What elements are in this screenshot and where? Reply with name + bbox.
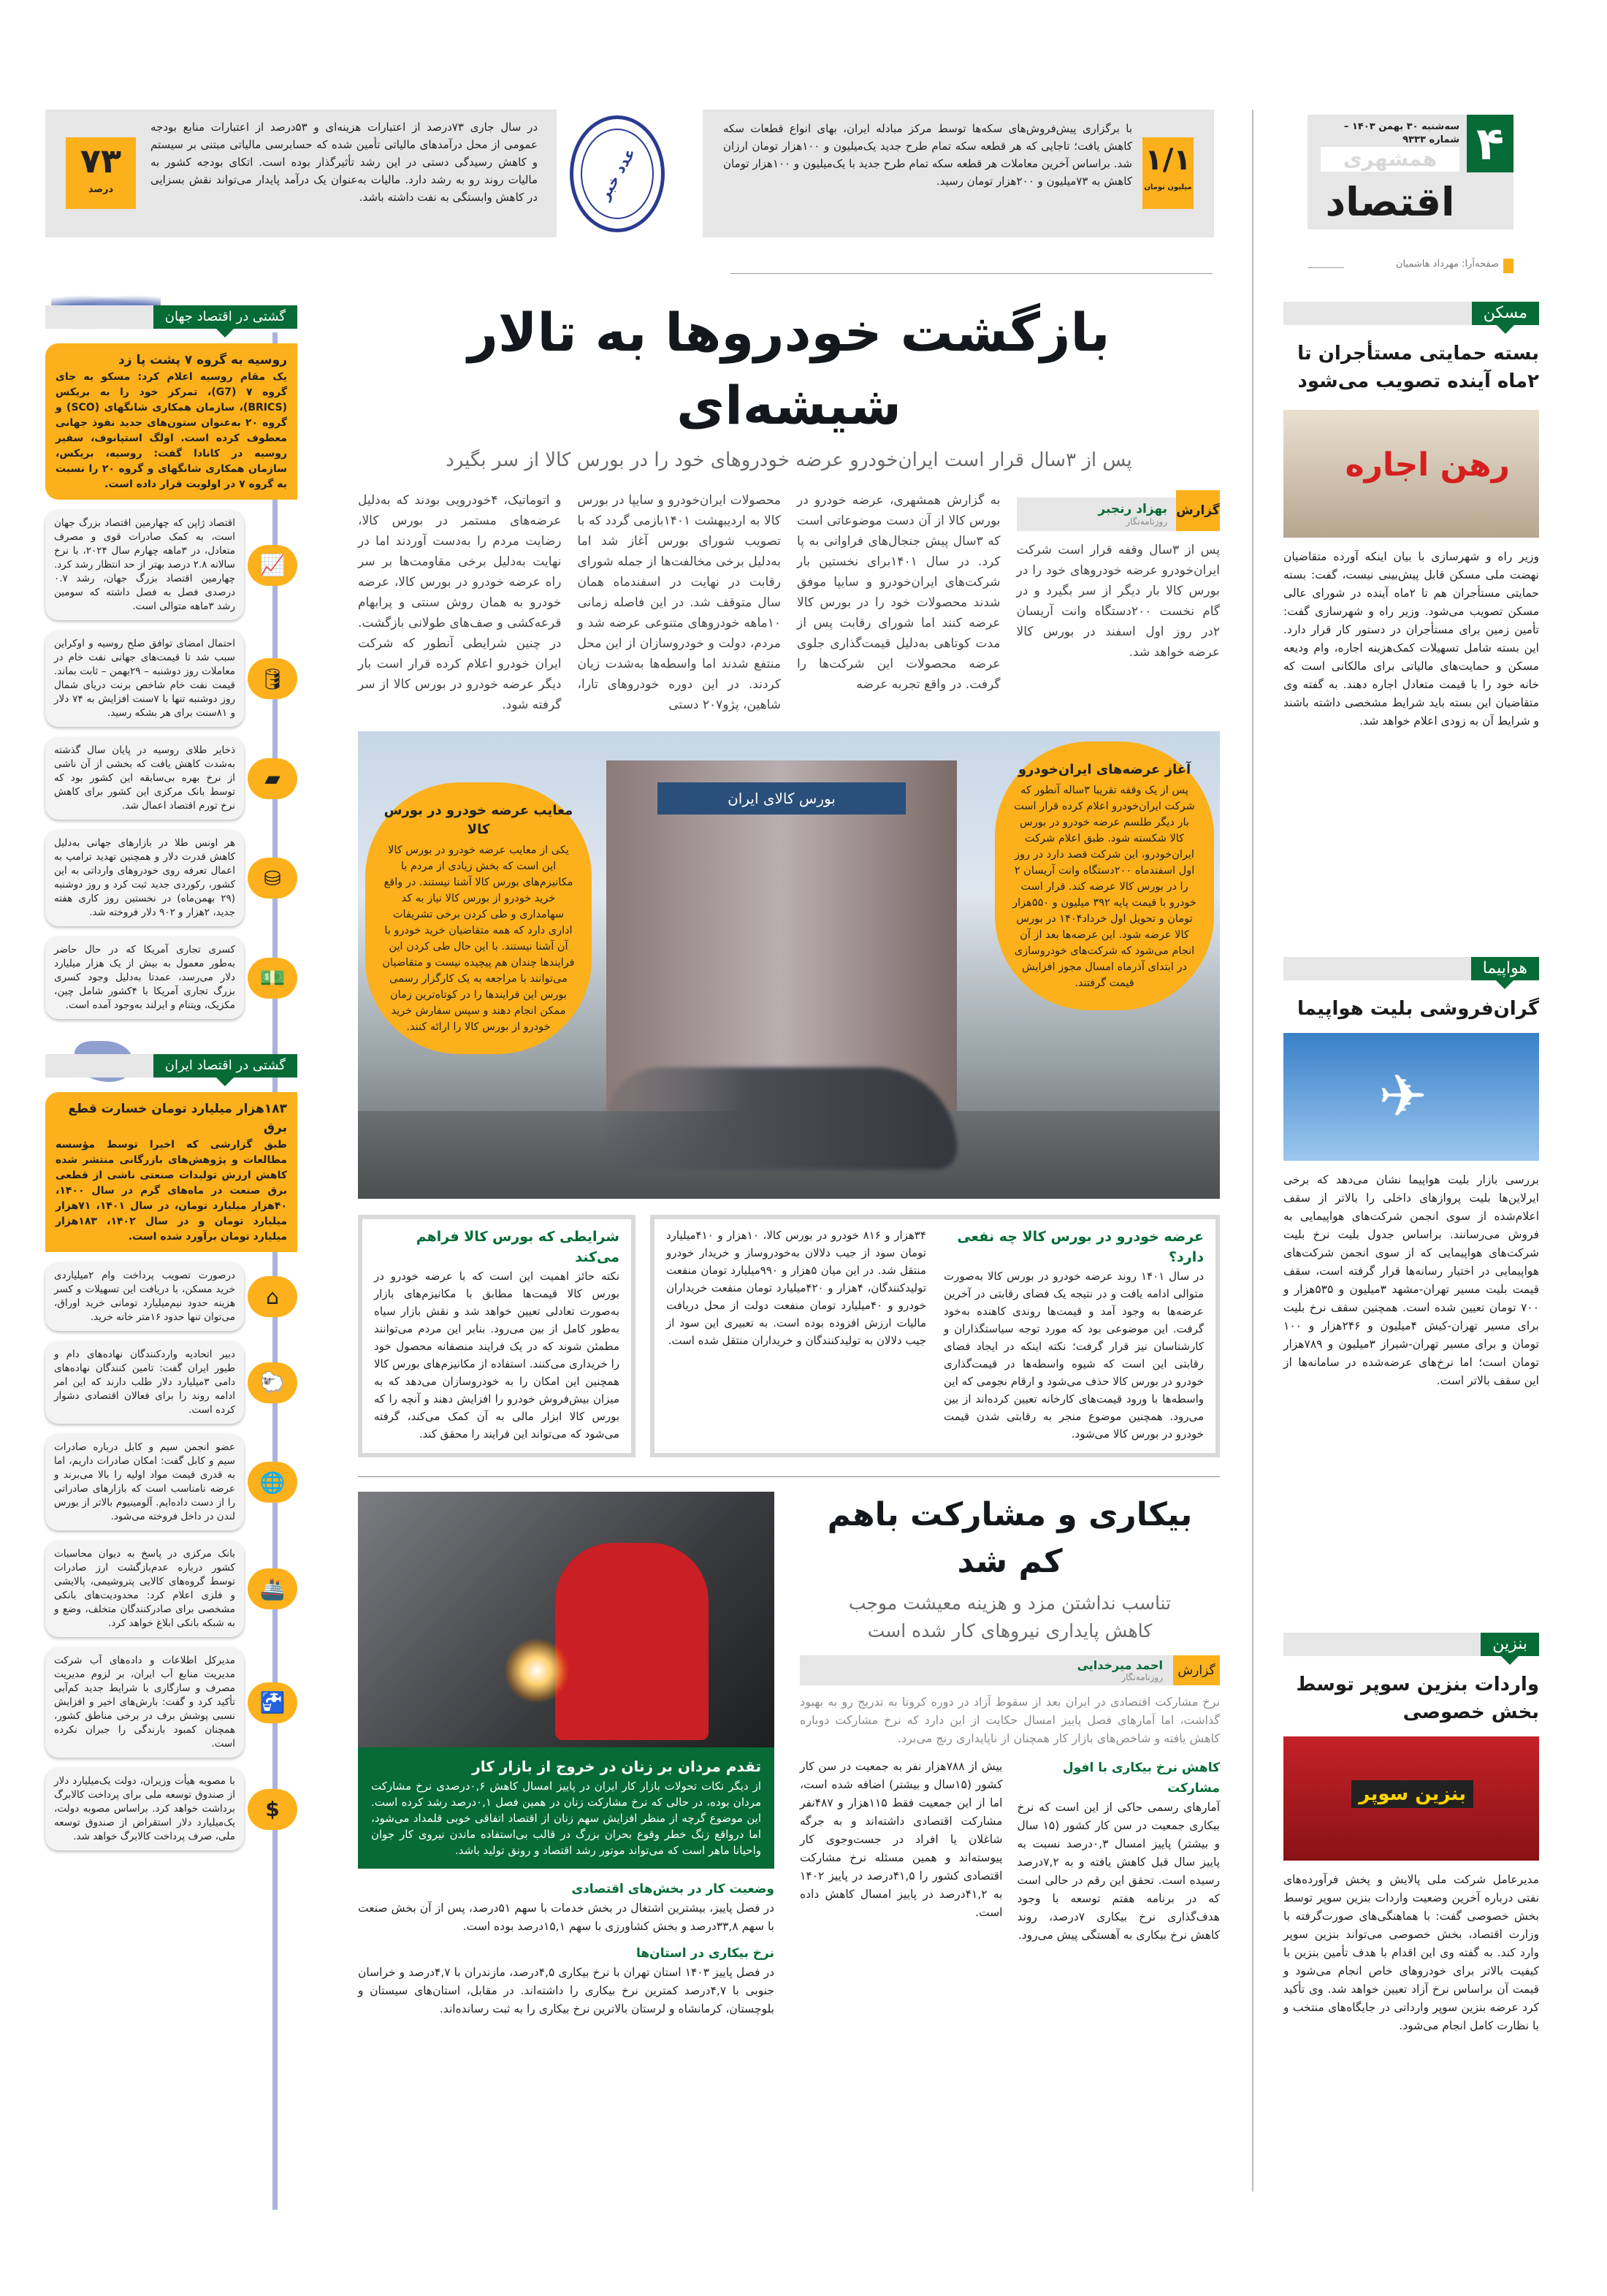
number-unit: درصد — [88, 184, 114, 195]
stamp-label: عدد خبر — [595, 145, 639, 203]
credit-text: صفحه‌آرا: مهرداد هاشمیان — [1395, 259, 1499, 270]
byline-box — [1017, 497, 1177, 531]
author-name: بهزاد رنجبر — [1098, 502, 1167, 516]
number-item-tax — [45, 110, 557, 237]
section-text: آمارهای رسمی حاکی از این است که نرخ بیکاری جمعیت در سن کار کشور (۱۵ سال و بیشتر) پاییز امسال ۰,۳درصد نسبت به پاییز سال قبل کاهش یافته و به ۷,۲درصد رسیده است. تحقق این رقم در حالی است که در برنامه هفتم توسعه با وجود هدف‌گذاری نرخ بیکاری ۷درصد، روند کاهش نرخ بیکاری به آهستگی پیش می‌رود. — [1017, 1801, 1220, 1942]
number-item-coin — [703, 110, 1214, 237]
side-text: وزیر راه و شهرسازی با بیان اینکه آورده متقاضیان نهضت ملی مسکن قابل پیش‌بینی نیست، گفت: بسته حمایتی مستأجران هم تا ۲ماه آینده در شورای عالی مسکن تصویب می‌شود. وزیر راه و شهرسازی گفت: تأمین زمین برای مستأجران در دستور کار قرار دارد. این بسته شامل تسهیلات کمک‌هزینه اجاره، وام ودیعه مسکن و حمایت‌های مالیاتی برای مالکانی است که خانه خود را با قیمت متعادل اجاره دهند. به گفته وی متقاضیان این بسته باید شرایط مشخصی داشته باشند و شرایط آن به زودی اعلام خواهد شد. — [1283, 550, 1540, 728]
news-row — [45, 1341, 297, 1424]
news-item: کسری تجاری آمریکا که در حال حاضر به‌طور معمول به بیش از یک هزار میلیارد دلار می‌رسد، عمدتا به‌دلیل وجود کسری بزرگ تجاری آمریکا با ۴کشور شامل چین، مکزیک، ویتنام و ایرلند به‌وجود آمده است. — [45, 937, 244, 1019]
news-item: مدیرکل اطلاعات و داده‌های آب شرکت مدیریت منابع آب ایران، بر لزوم مدیریت مصرف و سازگاری با شرایط جدید کم‌آبی تأکید کرد و گفت: بارش‌های اخیر و افزایش نسبی پوشش برف در برخی مناطق کشور، همچنان کمبود بارندگی را جبران نکرده است. — [45, 1647, 244, 1758]
number-badge — [1142, 137, 1194, 209]
side-tag: مسکن — [1472, 302, 1539, 325]
side-headline: گران‌فروشی بلیت هواپیما — [1297, 998, 1539, 1020]
side-photo — [1283, 1033, 1539, 1161]
coins-trend-icon: ⛁ — [248, 858, 297, 899]
issue-date: سه‌شنبه ۳۰ بهمن ۱۴۰۳ – شماره ۹۳۳۳ — [1343, 121, 1459, 145]
callout-title: آغاز عرضه‌های ایران‌خودرو — [1018, 762, 1191, 777]
section-tag: گشتی در اقتصاد جهان — [153, 305, 297, 329]
article-section — [1018, 1758, 1221, 1945]
side-story-airfare — [1283, 957, 1539, 1390]
number-text: با برگزاری پیش‌فروش‌های سکه‌ها توسط مرکز مبادله ایران، بهای انواع قطعات سکه کاهش یافت؛ تاجایی که هر قطعه سکه تمام طرح جدید یک‌میلیون و ۱۰۰هزار تومان ارزان شد. براساس آخرین معاملات هر قطعه سکه تمام طرح جدید با یک‌میلیون و ۱۰۰هزار تومان کاهش به ۷۳میلیون و ۲۰۰هزار تومان رسید. — [723, 122, 1132, 188]
credit-rule — [1308, 267, 1344, 268]
box-text: ۳۴هزار و ۸۱۶ خودرو در بورس کالا، ۱۰هزار و ۴۱۰میلیارد تومان سود از جیب دلالان به‌خودروساز و خریدار خودرو منتقل شد. در این میان ۵هزار و ۹۹۰میلیارد تومان منفعت تولیدکنندگان، ۴هزار و ۴۲۰میلیارد تومان منفعت خریداران خودرو و ۴۰میلیارد تومان منفعت دولت از محل دریافت مالیات ارزش افزوده بوده است. به تعبیری این سود از جیب دلالان به تولیدکنندگان و خریداران منتقل شده است. — [666, 1229, 926, 1347]
section-text: در فصل پاییز، بیشترین اشتغال در بخش خدمات با سهم ۵۱درصد، پس از آن بخش صنعت با سهم ۳۳,۸درصد و بخش کشاورزی با سهم ۱۵,۱درصد بوده است. — [358, 1902, 774, 1933]
iran-lead-box — [45, 1092, 297, 1252]
article-column: و اتوماتیک، ۴خودرویی بودند که به‌دلیل عرضه‌های مستمر در بورس کالا، رضایت مردم را به‌دست آوردند اما در نهایت به‌دلیل برخی مقاومت‌ها بر سر راه عرضه خودرو در بورس کالا، عرضه خودرو به همان روش سنتی و پرابهام قرعه‌کشی و صف‌های طولانی بازگشت. در چنین شرایطی آنطور که شرکت ایران خودرو اعلام کرده قرار است بار دیگر عرضه خودرو در بورس کالا از سر گرفته شود. — [358, 493, 562, 712]
section-tag: گشتی در اقتصاد ایران — [153, 1054, 297, 1078]
main-column — [358, 296, 1220, 2018]
callout-title: معایب عرضه خودرو در بورس کالا — [383, 803, 573, 837]
box-title: شرایطی که بورس کالا فراهم می‌کند — [416, 1229, 619, 1265]
world-lead-box — [45, 343, 297, 500]
main-photo — [358, 731, 1220, 1199]
news-row — [45, 1434, 297, 1530]
box-text: در سال ۱۴۰۱ روند عرضه خودرو در بورس کالا به‌صورت متوالی ادامه یافت و در نتیجه یک فضای رقابتی در آخرین عرضه‌ها به وجود آمد و قیمت‌ها روندی کاهنده به‌خود گرفت. این موضوعی بود که مورد توجه سیاستگذاران و کارشناسان نیز قرار گرفت؛ نکته اینکه در ایجاد فضای رقابتی این است که شیوه واسطه‌ها در قیمت‌گذاری خودرو در بورس کالا حذف می‌شود و ارقام نجومی که این واسطه‌ها با ورود قیمت‌های کارخانه تعیین کرده‌اند از بین می‌رود. همچنین موضوع منجر به رقابتی شدن قیمت خودرو در بورس کالا می‌شود. — [944, 1270, 1205, 1441]
airplane-icon: ✈ — [1378, 1062, 1428, 1130]
worker-red — [555, 1543, 709, 1740]
callout-aghaz-arzeh — [995, 741, 1214, 1010]
chart-up-icon: 📈 — [248, 545, 297, 586]
kicker: گزارش — [1176, 490, 1220, 531]
info-box-conditions — [358, 1215, 635, 1457]
news-item: با مصوبه هیأت وزیران، دولت یک‌میلیارد دلار از صندوق توسعه ملی برای پرداخت کالابرگ برداشت خواهد کرد. براساس مصوبه دولت، یک‌میلیارد دلار استقراض از صندوق توسعه ملی، صرف پرداخت کالابرگ خواهد شد. — [45, 1768, 244, 1850]
side-photo — [1283, 410, 1539, 538]
second-article-left — [358, 1492, 774, 2018]
news-item: اقتصاد ژاپن که چهارمین اقتصاد بزرگ جهان است، به کمک صادرات قوی و مصرف متعادل، در ۳ماهه چهارم سال ۲۰۲۴، با نرخ سالانه ۲.۸ درصد بهتر از حد انتظار رشد کرد. چهارمین اقتصاد بزرگ جهان، رشد ۰.۷ درصدی فصل به فصل داشته که سومین رشد ۳ماهه متوالی است. — [45, 510, 244, 620]
news-row — [45, 1541, 297, 1637]
article-column: به گزارش همشهری، عرضه خودرو در بورس کالا از آن دست موضوعاتی است که ۳سال پیش جنجال‌های فراوانی به پا کرد. در سال ۱۴۰۱برای نخستین بار شرکت‌های ایران‌خودرو و سایپا موفق شدند محصولات خود را در بورس کالا عرضه کنند اما شورای رقابت پس از مدت کوتاهی به‌دلیل قیمت‌گذاری جلوی عرضه محصولات این شرکت‌ها را گرفت. در واقع تجربه عرضه — [797, 493, 1001, 692]
page-designer-credit — [1308, 259, 1514, 273]
news-row — [45, 1768, 297, 1850]
section-text: بیش از ۷۸۸هزار نفر به جمعیت در سن کار کشور (۱۵سال و بیشتر) اضافه شده است، اما از این جمعیت فقط ۱۱۵هزار و ۴۸۷نفر مشارکت اقتصادی داشته‌اند و به جرگه شاغلان یا افراد در جست‌وجوی کار پیوسته‌اند و همین مسئله نرخ مشارکت اقتصادی کشور را ۴۱,۵درصد در پاییز ۱۴۰۲ به ۴۱,۲درصد در پاییز امسال کاهش داده است. — [800, 1760, 1003, 1919]
byline — [1017, 490, 1221, 531]
kicker: گزارش — [1173, 1655, 1220, 1685]
iran-header — [45, 1041, 297, 1085]
left-sidebar — [45, 292, 297, 1850]
side-story-housing — [1283, 302, 1539, 731]
cargo-ship-icon: 🚢 — [248, 1568, 297, 1609]
globe-export-icon: 🌐 — [248, 1462, 297, 1503]
section-text: در فصل پاییز ۱۴۰۳ استان تهران با نرخ بیکاری ۴,۵درصد، مازندران با ۴,۷درصد و خراسان جنوبی با ۴,۷درصد کمترین نرخ بیکاری را داشته‌اند. در مقابل، استان‌های سیستان و بلوچستان، کرمانشاه و لرستان بالاترین نرخ بیکاری را به ثبت رسانده‌اند. — [358, 1966, 774, 2015]
section-divider — [358, 1476, 1220, 1477]
world-header — [45, 292, 297, 336]
article-column: پس از ۳سال وقفه قرار است شرکت ایران‌خودرو عرضه خودروهای خود را در بورس کالا بار دیگر از سر بگیرد و در گام نخست ۲۰۰دستگاه وانت آریسان ۲در روز اول اسفند در بورس کالا عرضه خواهد شد. — [1016, 543, 1220, 660]
number-badge — [66, 137, 136, 209]
news-row — [45, 830, 297, 926]
news-item: درصورت تصویب پرداخت وام ۲میلیاردی خرید مسکن، با دریافت این تسهیلات و کسر هزینه حدود نیم‌میلیارد تومانی خرید اوراق، می‌توان تنها حدود ۱۶متر خانه خرید. — [45, 1262, 244, 1331]
news-row — [45, 1647, 297, 1758]
sparks — [504, 1638, 570, 1704]
callout-text: یکی از معایب عرضه خودرو در بورس کالا این است که بخش زیادی از مردم با مکانیزم‌های بورس کالا آشنا نیستند. در واقع خرید خودرو از بورس کالا نیاز به کد سهامداری و طی کردن برخی تشریفات اداری دارد که همه متقاضیان خرید خودرو با آن آشنا نیستند. با این حال طی کردن این فرایندها چندان هم پیچیده نیست و متقاضیان می‌توانند با مراجعه به یک کارگزار رسمی بورس این فرایندها را در کوتاه‌ترین زمان ممکن انجام دهند و سپس سفارش خرید خودرو از بورس کالا را ارائه کنند. — [382, 844, 575, 1033]
info-boxes — [358, 1215, 1220, 1457]
second-subheadline: تناسب نداشتن مزد و هزینه معیشت موجب کاهش پایداری نیروهای کار شده است — [848, 1593, 1172, 1641]
photo-sign-text: رهن اجاره — [1345, 446, 1510, 484]
top-rule — [730, 273, 1213, 274]
news-row — [45, 1262, 297, 1331]
side-headline: واردات بنزین سوپر توسط بخش خصوصی — [1296, 1674, 1539, 1723]
oil-barrel-icon: 🛢 — [248, 658, 297, 699]
side-headline: بسته حمایتی مستأجران تا ۲ماه آینده تصویب می‌شود — [1297, 343, 1539, 392]
section-title: وضعیت کار در بخش‌های اقتصادی — [571, 1882, 774, 1896]
green-box-title: تقدم مردان بر زنان در خروج از بازار کار — [472, 1758, 761, 1775]
news-item: احتمال امضای توافق صلح روسیه و اوکراین سبب شد تا قیمت‌های جهانی نفت خام در معاملات روز دوشنبه – ۲۹بهمن – ثابت بماند. قیمت نفت خام شاخص برنت دریای شمال روز دوشنبه تنها با ۷سنت افزایش به ۷۴ دلار و ۸۱سنت برای هر بشکه رسید. — [45, 630, 244, 727]
author-role: روزنامه‌نگار — [1121, 1672, 1163, 1682]
callout-text: پس از یک وقفه تقریبا ۳ساله آنطور که شرکت ایران‌خودرو اعلام کرده قرار است بار دیگر طلسم عرضه خودرو در بورس کالا شکسته شود. طبق اعلام شرکت ایران‌خودرو، این شرکت قصد دارد در روز اول اسفندماه ۲۰۰دستگاه وانت آریسان ۲ را در بورس کالا عرضه کند. قرار است خودرو با قیمت پایه ۳۹۲ میلیون و ۵۵۰هزار تومان و تحویل اول خرداد۱۴۰۴ در بورس کالا عرضه شود. این عرضه‌ها بعد از آن انجام می‌شود که شرکت‌های خودروسازی در ابتدای آذرماه امسال مجوز افزایش قیمت گرفتند. — [1012, 785, 1196, 989]
section-title: اقتصاد — [1325, 179, 1455, 225]
house-loan-icon: ⌂ — [248, 1276, 297, 1317]
news-item: ذخایر طلای روسیه در پایان سال گذشته به‌شدت کاهش یافت که بخشی از آن ناشی از نرخ بهره بی‌سابقه این کشور بود که توسط بانک مرکزی این کشور برای کاهش نرخ تورم اقتصاد اعمال شد. — [45, 737, 244, 820]
article-column: محصولات ایران‌خودرو و سایپا در بورس کالا به اردیبهشت ۱۴۰۱بازمی گردد که با تصویب شورای بورس آغاز شد اما به‌دلیل برخی مخالفت‌ها از جمله شورای رقابت در نهایت در اسفندماه همان سال متوقف شد. در این فاصله زمانی ۱۰ماهه خودروهای متنوعی عرضه شد و مردم، دولت و خودروسازان از این محل منتفع شدند اما واسطه‌ها به‌شدت زیان کردند. در این دوره خودروهای تارا، شاهین، پژو۲۰۷ دستی — [577, 493, 781, 712]
side-tag: بنزین — [1481, 1633, 1539, 1656]
sheep-icon: 🐑 — [248, 1362, 297, 1403]
blurred-car — [606, 1067, 957, 1170]
gold-bars-icon: ▰ — [248, 758, 297, 799]
side-story-gasoline — [1283, 1633, 1539, 2035]
lead-text: طبق گزارشی که اخیرا توسط مؤسسه مطالعات و پژوهش‌های بازرگانی منتشر شده کاهش ارزش تولیدات صنعتی ناشی از قطعی برق صنعت در ماه‌های گرم در سال ۱۴۰۰، ۴۰هزار میلیارد تومان، در سال ۱۴۰۱، ۷۱هزار میلیارد تومان و در سال ۱۴۰۲، ۱۸۳هزار میلیارد تومان برآورد شده است. — [56, 1139, 287, 1243]
side-text: مدیرعامل شرکت ملی پالایش و پخش فرآورده‌های نفتی درباره آخرین وضعیت واردات بنزین سوپر توسط بخش خصوصی گفت: با هماهنگی‌های صورت‌گرفته با وزارت اقتصاد، بخش خصوصی می‌تواند بنزین سوپر وارد کند. به گفته وی این اقدام با هدف تأمین بنزین با کیفیت بالاتر برای خودروهای خاص انجام می‌شود و قیمت آن براساس نرخ آزاد تعیین خواهد شد. وی تأکید کرد عرضه بنزین سوپر وارداتی در جایگاه‌های منتخب و با نظارت کامل انجام می‌شود. — [1283, 1873, 1539, 2032]
green-box-text: از دیگر نکات تحولات بازار کار ایران در پاییز امسال کاهش ۰,۶درصدی نرخ مشارکت مردان بوده، در حالی که نرخ مشارکت زنان در همین فصل ۰,۱درصد رشد کرده است. این موضوع گرچه از منظر افزایش سهم زنان از اقتصاد اتفاقی خوبی قلمداد می‌شود، اما درواقع زنگ خطر وقوع بحران بزرگ در قالب بی‌استفاده ماندن نیروی کار جوان واحیانا ماهر است که می‌تواند موتور رشد اقتصاد و رونق تولید باشد. — [371, 1780, 761, 1857]
news-item: دبیر اتحادیه واردکنندگان نهاده‌های دام و طیور ایران گفت: تامین کنندگان نهاده‌های دامی ۳میلیارد دلار طلب دارند که این امر ادامه روند را برای فعالان اقتصادی دشوار کرده است. — [45, 1341, 244, 1424]
lead-title: ۱۸۳هزار میلیارد تومان خسارت قطع برق — [68, 1102, 287, 1135]
second-headline: بیکاری و مشارکت باهم کم شد — [827, 1496, 1193, 1580]
author-role: روزنامه‌نگار — [1126, 516, 1167, 527]
welder-photo — [358, 1492, 774, 1747]
news-item: هر اونس طلا در بازارهای جهانی به‌دلیل کاهش قدرت دلار و همچنین تهدید ترامپ به اعمال تعرفه روی خودروهای وارداتی به این کشور، رکوردی جدید ثبت کرد و روز دوشنبه (۲۹ بهمن‌ماه) در نخستین روز کاری هفته جدید، ۲هزار و ۹۰۲ دلار فروخته شد. — [45, 830, 244, 926]
stamp-logo — [570, 115, 665, 232]
number-unit: میلیون تومان — [1144, 183, 1192, 191]
main-headline: بازگشت خودروها به تالار شیشه‌ای — [467, 302, 1110, 436]
water-tap-icon: 🚰 — [248, 1682, 297, 1723]
photo-sign-text: بنزین سوپر — [1351, 1780, 1473, 1808]
news-row — [45, 737, 297, 820]
box-title: عرضه خودرو در بورس کالا چه نفعی دارد؟ — [957, 1229, 1204, 1265]
column-divider — [1252, 110, 1253, 2192]
side-text: بررسی بازار بلیت هواپیما نشان می‌دهد که برخی ایرلاین‌ها بلیت پروازهای داخلی را بالاتر از سقف اعلام‌شده از سوی انجمن شرکت‌های هواپیمایی به فروش می‌رسانند. براساس جدول بلیت نرخ بلیت شرکت‌های هواپیمایی که از سوی انجمن شرکت‌های هواپیمایی در اختیار رسانه‌ها قرار گرفته است، سقف قیمت بلیت مسیر تهران-مشهد ۳میلیون و ۵۳۵هزار و ۷۰۰ تومان تعیین شده است. همچنین سقف نرخ بلیت برای مسیر تهران-کیش ۴میلیون و ۲۴۶هزار و ۱۰۰ تومان و برای مسیر تهران-شیراز ۳میلیون و ۷۸۹هزار تومان است؛ اما نرخ‌های عرضه‌شده در سامانه‌ها از این سقف بالاتر است. — [1283, 1173, 1539, 1387]
news-item: بانک مرکزی در پاسخ به دیوان محاسبات کشور درباره عدم‌بازگشت ارز صادرات توسط گروه‌های کالایی پتروشیمی، پالایشی و فلزی اعلام کرد: محدودیت‌های بانکی مشخصی برای صادرکنندگان متخلف، وضع و به شبکه بانکی ابلاغ خواهد کرد. — [45, 1541, 244, 1637]
article-section — [800, 1758, 1003, 1922]
author-name: احمد میرخدایی — [1077, 1658, 1163, 1672]
number-text: در سال جاری ۷۳درصد از اعتبارات هزینه‌ای و ۵۳درصد از اعتبارات منابع بودجه عمومی از محل درآمدهای مالیاتی تأمین شده که حسابرسی مالیاتی مبتنی بر سیستم و کاهش رسیدگی دستی در این رشد تأثیرگذار بوده است. اتکای بودجه کشور به مالیات روند رو به رشد دارد. مالیات به‌عنوان یک درآمد پایدار می‌تواند نقش بسزایی در کاهش وابستگی به نفت داشته باشد. — [150, 121, 538, 204]
callout-maayeb — [365, 782, 592, 1054]
info-box-benefit — [650, 1215, 1220, 1457]
side-photo — [1283, 1736, 1539, 1861]
news-row — [45, 630, 297, 727]
number-value: ۷۳ — [80, 141, 122, 180]
news-item: عضو انجمن سیم و کابل درباره صادرات سیم و کابل گفت: امکان صادرات داریم، اما به قدری قیمت مواد اولیه را بالا می‌برند و عرضه نامناسب است که بازارهای صادراتی را از دست داده‌ایم. آلومینیوم بالاتر از بورس لندن در داخل فروخته می‌شود. — [45, 1434, 244, 1530]
section-title: نرخ بیکاری در استان‌ها — [636, 1946, 774, 1961]
banknote-icon: $ — [248, 1789, 297, 1830]
building-sign: بورس کالای ایران — [657, 782, 906, 815]
green-box-men-women — [358, 1747, 774, 1869]
side-tag: هواپیما — [1471, 957, 1539, 980]
paper-logo: همشهری — [1321, 147, 1459, 172]
byline-2 — [800, 1655, 1220, 1685]
credit-marker — [1503, 259, 1514, 273]
page-number: ۴ — [1467, 115, 1514, 172]
second-article — [358, 1492, 1220, 2018]
news-row — [45, 510, 297, 620]
main-subheadline: پس از ۳سال قرار است ایران‌خودرو عرضه خودروهای خود را در بورس کالا از سر بگیرد — [446, 449, 1132, 471]
article-lead: نرخ مشارکت اقتصادی در ایران بعد از سقوط آزاد در دوره کرونا به تدریج رو به بهبود گذاشت، اما آمارهای فصل پاییز امسال حکایت از این دارد که نرخ مشارکت دوباره کاهش یافته و شاخص‌های بازار کار همچنان از ناپایداری رنج می‌برد. — [800, 1695, 1220, 1745]
section-title: کاهش نرخ بیکاری با افول مشارکت — [1062, 1761, 1220, 1796]
article-section — [358, 1879, 774, 2018]
second-article-right — [800, 1492, 1220, 1945]
cash-stack-icon: 💵 — [248, 958, 297, 999]
article-columns — [358, 490, 1220, 715]
article-column-1 — [1017, 490, 1221, 663]
lead-text: یک مقام روسیه اعلام کرد: مسکو به جای گروه ۷ (G7)، تمرکز خود را به بریکس (BRICS)، سازمان همکاری شانگهای (SCO) و گروه ۲۰ به‌عنوان ستون‌های جدید نفوذ جهانی معطوف کرده است. اولگ استپانوف، سفیر روسیه در کانادا گفت: روسیه، بریکس، سازمان همکاری شانگهای و گروه ۲۰ را نسبت به گروه ۷ در اولویت قرار داده است. — [56, 371, 287, 490]
number-value: ۱/۱ — [1145, 143, 1191, 177]
news-row — [45, 937, 297, 1019]
masthead — [1308, 115, 1514, 229]
box-text: نکته حائز اهمیت این است که با عرضه خودرو در بورس کالا قیمت‌ها مطابق با مکانیزم‌های بازار به‌صورت تعادلی تعیین خواهد شد و نقش بازار سیاه به‌طور کامل از بین می‌رود. بنابر این مردم می‌توانند مطمئن شوند که در یک فرایند منصفانه محصول خود را خریداری می‌کنند. استفاده از مکانیزم‌های بورس کالا همچنین این امکان را به خودروسازان می‌دهد که به میزان بیش‌فروش خودرو را افزایش دهند و آنچه را که بورس کالا ابزار مالی به آن کمک می‌کند، گرفته می‌شود که می‌تواند این فرایند را محقق کند. — [374, 1270, 619, 1441]
lead-title: روسیه به گروه ۷ پشت پا زد — [118, 353, 287, 367]
